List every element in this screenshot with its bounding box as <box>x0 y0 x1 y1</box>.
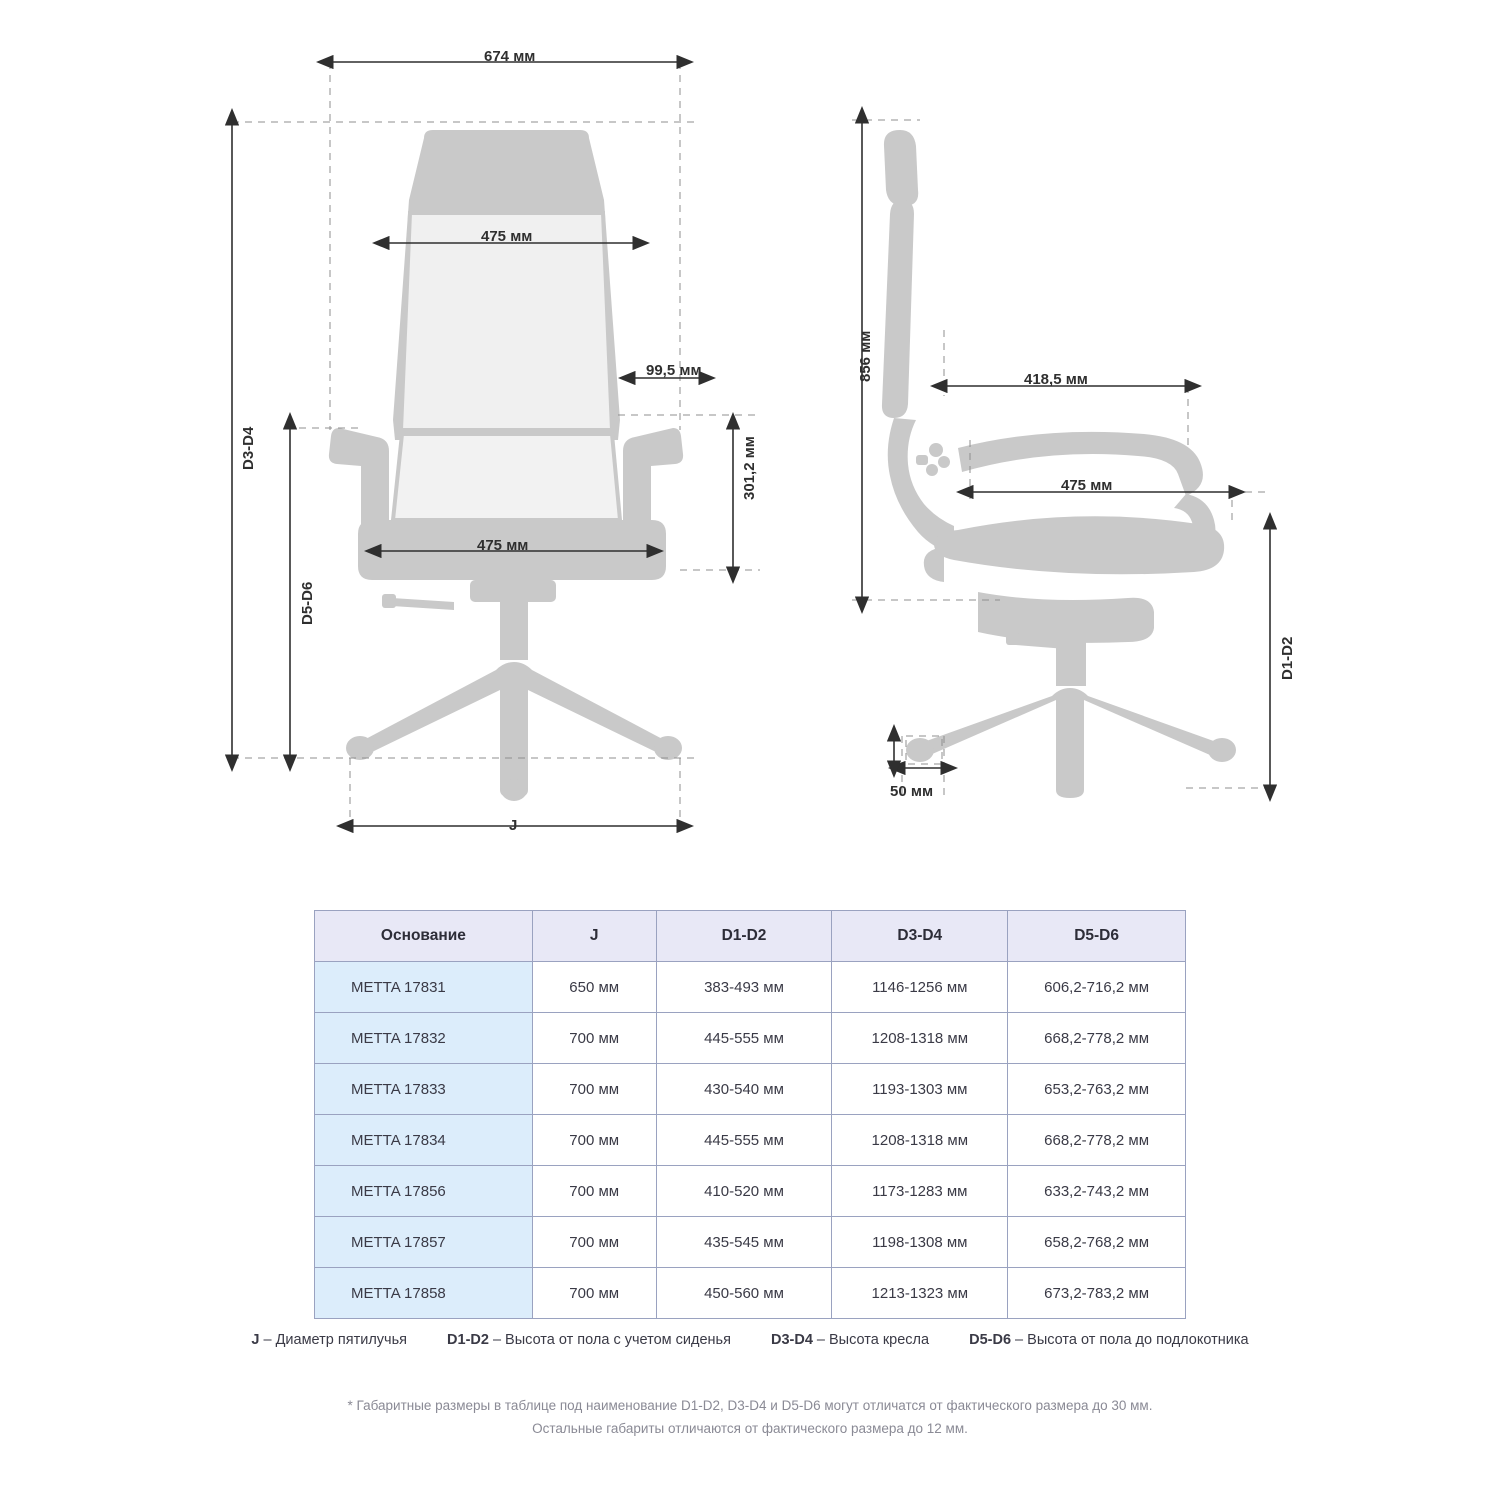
column-header-d1-d2: D1-D2 <box>656 911 832 962</box>
table-row <box>315 962 1186 1013</box>
footnote-line-2: Остальные габариты отличаются от фактического размера до 12 мм. <box>532 1420 968 1436</box>
dim-label-d5-d6: D5-D6 <box>299 581 316 625</box>
cell-d1-d2: 435-545 мм <box>656 1217 832 1268</box>
cell-d3-d4: 1208-1318 мм <box>832 1115 1008 1166</box>
table-row <box>315 1064 1186 1115</box>
legend-code-d1-d2: D1-D2 <box>447 1332 489 1348</box>
dim-label-d3-d4: D3-D4 <box>240 426 257 470</box>
cell-base-name: METTA 17858 <box>315 1268 533 1319</box>
footnote <box>0 1395 1500 1441</box>
cell-d3-d4: 1193-1303 мм <box>832 1064 1008 1115</box>
cell-d5-d6: 668,2-778,2 мм <box>1008 1115 1186 1166</box>
chair-side-illustration <box>882 130 1236 798</box>
cell-d1-d2: 450-560 мм <box>656 1268 832 1319</box>
column-header-d5-d6: D5-D6 <box>1008 911 1186 962</box>
legend-item-j <box>251 1332 407 1348</box>
dim-caster-size: 50 мм <box>890 783 934 800</box>
cell-j: 700 мм <box>532 1115 656 1166</box>
cell-base-name: METTA 17856 <box>315 1166 533 1217</box>
cell-d5-d6: 658,2-768,2 мм <box>1008 1217 1186 1268</box>
cell-j: 700 мм <box>532 1013 656 1064</box>
cell-j: 700 мм <box>532 1064 656 1115</box>
table-row <box>315 1268 1186 1319</box>
cell-d5-d6: 633,2-743,2 мм <box>1008 1166 1186 1217</box>
dim-armrest-height: 301,2 мм <box>741 436 758 500</box>
cell-d3-d4: 1173-1283 мм <box>832 1166 1008 1217</box>
legend-code-j: J <box>251 1332 260 1348</box>
dim-seat-width: 475 мм <box>477 537 529 554</box>
cell-d5-d6: 673,2-783,2 мм <box>1008 1268 1186 1319</box>
dim-armrest-offset: 99,5 мм <box>646 362 702 379</box>
table-row <box>315 1013 1186 1064</box>
column-header-base: Основание <box>315 911 533 962</box>
dim-seat-depth: 475 мм <box>1061 477 1113 494</box>
legend-code-d3-d4: D3-D4 <box>770 1332 813 1348</box>
cell-base-name: METTA 17832 <box>315 1013 533 1064</box>
cell-j: 700 мм <box>532 1217 656 1268</box>
cell-d5-d6: 653,2-763,2 мм <box>1008 1064 1186 1115</box>
legend-text-d3-d4: – Высота кресла <box>812 1332 930 1348</box>
table-row <box>315 1115 1186 1166</box>
cell-d1-d2: 410-520 мм <box>656 1166 832 1217</box>
cell-j: 700 мм <box>532 1166 656 1217</box>
cell-d3-d4: 1213-1323 мм <box>832 1268 1008 1319</box>
dim-back-width: 475 мм <box>481 228 533 245</box>
cell-j: 650 мм <box>532 962 656 1013</box>
cell-d5-d6: 606,2-716,2 мм <box>1008 962 1186 1013</box>
cell-d1-d2: 445-555 мм <box>656 1013 832 1064</box>
legend-code-d5-d6: D5-D6 <box>969 1332 1012 1348</box>
legend <box>0 1332 1500 1348</box>
footnote-line-1: * Габаритные размеры в таблице под наименование D1-D2, D3-D4 и D5-D6 могут отличатся от фактического размера до 30 мм. <box>347 1398 1153 1413</box>
dim-back-height: 856 мм <box>857 330 874 382</box>
legend-item-d5-d6 <box>969 1332 1248 1348</box>
cell-base-name: METTA 17834 <box>315 1115 533 1166</box>
cell-base-name: METTA 17833 <box>315 1064 533 1115</box>
cell-d3-d4: 1208-1318 мм <box>832 1013 1008 1064</box>
dim-label-d1-d2: D1-D2 <box>1279 636 1296 680</box>
cell-d5-d6: 668,2-778,2 мм <box>1008 1013 1186 1064</box>
cell-d3-d4: 1198-1308 мм <box>832 1217 1008 1268</box>
column-header-j: J <box>532 911 656 962</box>
cell-base-name: METTA 17857 <box>315 1217 533 1268</box>
legend-text-d1-d2: – Высота от пола с учетом сиденья <box>488 1332 731 1348</box>
dim-front-total-width: 674 мм <box>484 48 536 65</box>
legend-item-d3-d4 <box>771 1332 929 1348</box>
dim-total-depth: 418,5 мм <box>1024 371 1088 388</box>
legend-text-j: – Диаметр пятилучья <box>259 1332 407 1348</box>
cell-base-name: METTA 17831 <box>315 962 533 1013</box>
column-header-d3-d4: D3-D4 <box>832 911 1008 962</box>
table-header-row <box>315 911 1186 962</box>
cell-d1-d2: 383-493 мм <box>656 962 832 1013</box>
table-row <box>315 1217 1186 1268</box>
legend-text-d5-d6: – Высота от пола до подлокотника <box>1011 1332 1249 1348</box>
cell-d1-d2: 430-540 мм <box>656 1064 832 1115</box>
specifications-table <box>314 910 1186 1319</box>
legend-item-d1-d2 <box>447 1332 731 1348</box>
cell-j: 700 мм <box>532 1268 656 1319</box>
cell-d1-d2: 445-555 мм <box>656 1115 832 1166</box>
table-row <box>315 1166 1186 1217</box>
dim-label-j: J <box>509 817 518 834</box>
cell-d3-d4: 1146-1256 мм <box>832 962 1008 1013</box>
